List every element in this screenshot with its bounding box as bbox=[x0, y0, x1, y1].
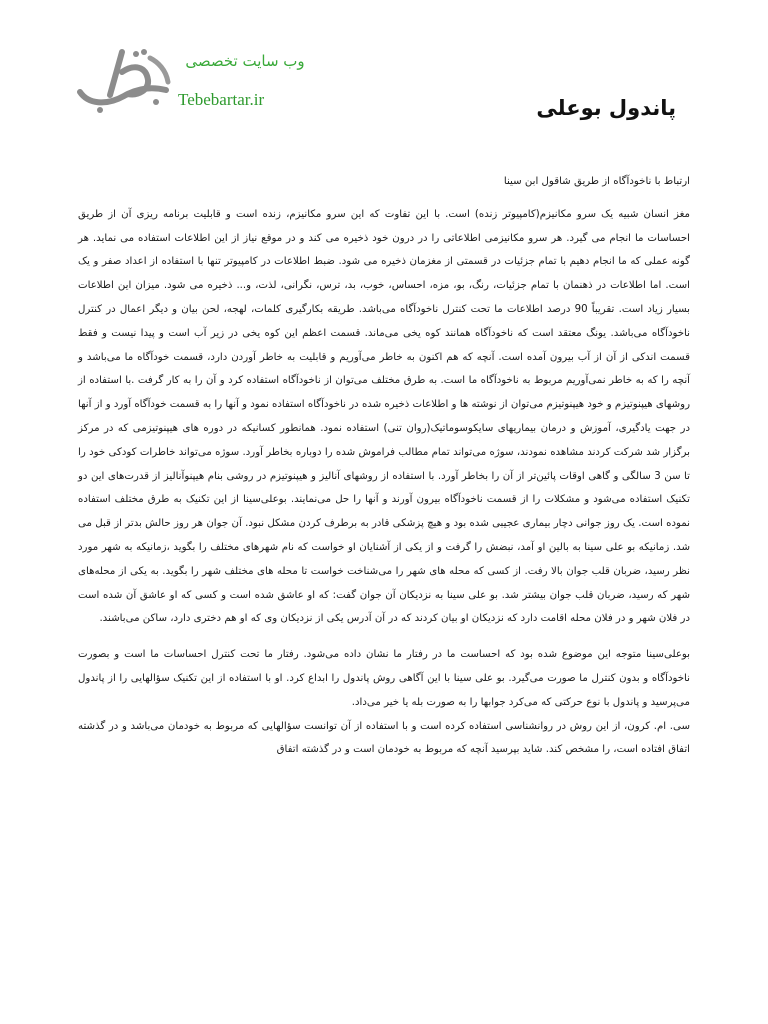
article-paragraph-2: بوعلی‌سینا متوجه این موضوع شده بود که احساست ما در رفتار ما نشان داده می‌شود. رفتار ما تحت کنترل احساسات ما است و بصورت ناخودآگاه و بدون کنترل ما صورت می‌گیرد. بو علی سینا با این آگاهی روش پاندول را ابداع کرد. او با استفاده از این تکنیک سؤالهایی را از پاندول می‌پرسید و پاندول با نوع حرکتی که می‌کرد جوابها را به صورت بله یا خیر می‌داد. bbox=[78, 649, 690, 708]
tebebartar-logo-mark bbox=[70, 40, 180, 120]
article-subtitle: ارتباط با ناخودآگاه از طریق شاقول ابن سینا bbox=[503, 176, 690, 187]
article-body bbox=[78, 170, 690, 762]
article-title: پاندول بوعلی bbox=[536, 96, 676, 120]
site-logo bbox=[70, 40, 330, 120]
article-paragraph-3: سی. ام. کرون، از این روش در روانشناسی استفاده کرده است و با استفاده از آن توانست سؤالهایی که مربوط به خودمان می‌باشد و در گذشته اتفاق افتاده است، را مشخص کند. شاید بپرسید آنچه که مربوط به خودمان است و در گذشته اتفاق bbox=[78, 720, 690, 756]
logo-site-url[interactable]: Tebebartar.ir bbox=[178, 90, 265, 109]
logo-tagline: وب سایت تخصصی bbox=[185, 52, 305, 70]
article-paragraph-1: مغز انسان شبیه یک سرو مکانیزم(کامپیوتر زنده) است. با این تفاوت که این سرو مکانیزم، زنده است و قابلیت برنامه ریزی آن از طریق احساسات ما انجام می گیرد. هر سرو مکانیزمی اطلاعاتی را در درون خود ذخیره می کند و در موقع نیاز از این اطلاعات استفاده می نماید. هر گونه عملی که ما انجام دهیم با تمام جزئیات در قسمتی از مغزمان ذخیره می شود. ضبط اطلاعات در کامپیوتر تنها با استفاده از اعداد صفر و یک است. اما اطلاعات در ذهنمان با تمام جزئیات، رنگ، بو، مزه، احساس، خوب، بد، ترس، نگرانی، لذت، و... ذخیره می شود. میزان این اطلاعات بسیار زیاد است. تقریباً 90 درصد اطلاعات ما تحت کنترل ناخودآگاه می‌باشد. طریقه بکارگیری کلمات، لهجه، لحن بیان و دیگر اعمال در کنترل ناخودآگاه می‌باشد. یونگ معتقد است که ناخودآگاه همانند کوه یخی می‌ماند. قسمت اعظم این کوه یخی در زیر آب است و پیدا نیست و فقط قسمت اندکی از آن از آب بیرون آمده است. آنچه که هم اکنون به خاطر می‌آوریم و قابلیت به خاطر آوردن دارد، قسمت خودآگاه ما می‌باشد و آنچه را که به خاطر نمی‌آوریم مربوط به ناخودآگاه ما است. به طرق مختلف می‌توان از ناخودآگاه استفاده کرد و آن را به کار گرفت .با استفاده از روشهای هیپنوتیزم و خود هیپنوتیزم می‌توان از نوشته ها و اطلاعات ذخیره شده در ناخودآگاه استفاده نمود و آنها را به قسمت خودآگاه آورد و از آنها در جهت یادگیری، آموزش و درمان بیماریهای سایکوسوماتیک(روان تنی) استفاده نمود. همانطور کسانیکه در دوره های هیپنوتیزمی که در مرکز برگزار شد شرکت کردند مشاهده نمودند، سوژه می‌تواند تمام مطالب فراموش شده را دوباره بخاطر آورد. سوژه می‌تواند خاطرات کودکی خود را تا سن 3 سالگی و گاهی اوقات پائین‌تر از آن را بخاطر آورد. با استفاده از روشهای آنالیز و هیپنوتیزم در روشی بنام هیپنوآنالیز از قدرت‌های این دو تکنیک استفاده می‌شود و مشکلات را از قسمت ناخودآگاه بیرون آورند و آنها را حل می‌نمایند. بوعلی‌سینا از این تکنیک به طرق مختلف استفاده نموده است. یک روز جوانی دچار بیماری عجیبی شده بود و هیچ پزشکی قادر به برطرف کردن مشکل نبود. آن جوان هر روز حالش بدتر از قبل می شد. زمانیکه بو علی سینا به بالین او آمد، نبضش را گرفت و از یکی از آشنایان او خواست که نام شهرهای مختلف را بگوید ،زمانیکه به شهر مورد نظر رسید، ضربان قلب جوان بالا رفت. از کسی که محله های شهر را می‌شناخت خواست تا محله های مختلف شهر را بگوید. به یکی از محله‌های شهر که رسید، ضربان قلب جوان بیشتر شد. بو علی سینا به نزدیکان آن جوان گفت: که او عاشق شده است و کسی که او عاشق آن شده است در فلان شهر و در فلان محله اقامت دارد که نزدیکان او بیان کردند که در آن آدرس یکی از نزدیکان وی که او هم دختری دارد، ساکن می‌باشند. bbox=[78, 208, 690, 625]
